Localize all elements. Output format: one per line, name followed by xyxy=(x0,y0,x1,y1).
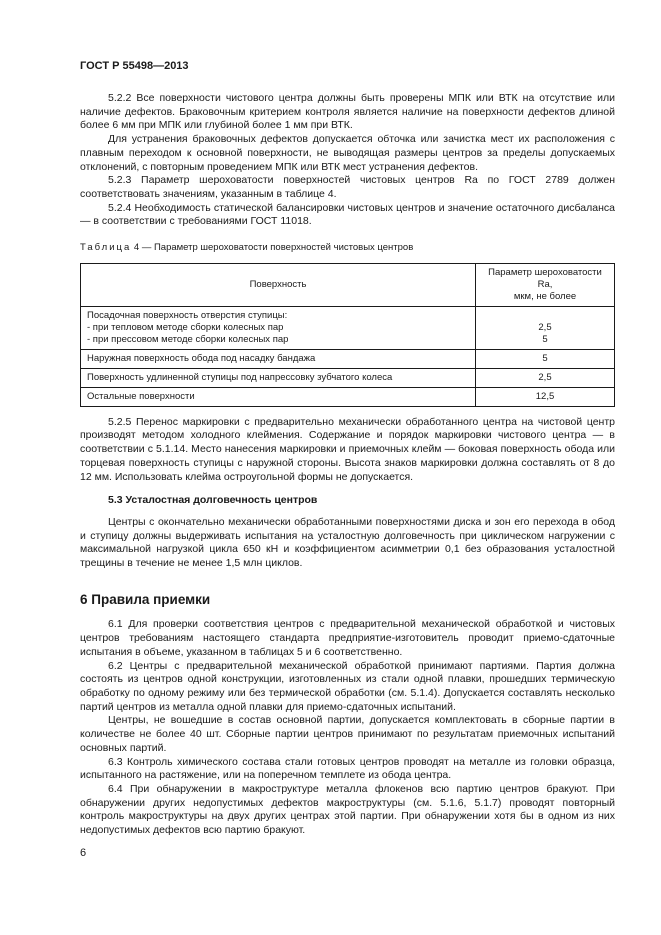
table-row xyxy=(81,349,615,368)
cell-value: 2,5 xyxy=(476,368,615,387)
cell-value xyxy=(476,306,615,349)
cell-surface: Поверхность удлиненной ступицы под напрессовку зубчатого колеса xyxy=(81,368,476,387)
paragraph-6-3: 6.3 Контроль химического состава стали готовых центров проводят на металле из головки образца, испытанного на растяжение, или на поперечном темплете из обода центра. xyxy=(80,755,615,782)
paragraph-5-2-5: 5.2.5 Перенос маркировки с предварительно механически обработанного центра на чистовой центр производят методом холодного клеймения. Содержание и порядок маркировки чистового центра — в соответствии с 5.1.14. Место нанесения маркировки и приемочных клейм — боковая поверхность обода или торцевая поверхность ступицы с наружной стороны. Высота знаков маркировки должна составлять от 8 до 12 мм. Использовать клейма остроугольной формы не допускается. xyxy=(80,415,615,483)
cell-surface: Остальные поверхности xyxy=(81,387,476,406)
page-header: ГОСТ Р 55498—2013 xyxy=(80,60,189,72)
cell-surface: Наружная поверхность обода под насадку бандажа xyxy=(81,349,476,368)
subsection-title: 5.3 Усталостная долговечность центров xyxy=(108,494,318,507)
cell-text: 5 xyxy=(542,333,548,345)
cell-text: - при прессовом методе сборки колесных пар xyxy=(87,333,289,345)
paragraph-defect-removal: Для устранения браковочных дефектов допускается обточка или зачистка мест их расположения с плавным переходом к основной поверхности, не выводящая размеры центров за пределы допускаемых отклонений, с повторным проведением МПК или ВТК мест устранения дефектов. xyxy=(80,133,615,173)
paragraph-6-2: 6.2 Центры с предварительной механической обработкой принимают партиями. Партия должна состоять из центров одной конструкции, изготовленных из стали одной плавки, прошедших термическую обработку по одному режиму или без термической обработки (см. 5.1.4). Допускается составлять несколько партий центров из металла одной плавки для приемо-сдаточных испытаний. xyxy=(80,659,615,713)
table-row xyxy=(81,306,615,349)
paragraph-5-2-2: 5.2.2 Все поверхности чистового центра должны быть проверены МПК или ВТК на отсутствие или наличие дефектов. Браковочным критерием контроля является наличие на поверхности дефектов длиной более 6 мм при МПК или глубиной более 1 мм при ВТК. xyxy=(80,92,615,132)
paragraph-fatigue: Центры с окончательно механически обработанными поверхностями диска и зон его перехода в обод и ступицу должны выдерживать испытания на усталостную долговечность при циклическом нагружении с максимальной нагрузкой цикла 650 кН и коэффициентом асимметрии 0,1 без образования усталостной трещины в течение не менее 1,5 млн циклов. xyxy=(80,515,615,570)
paragraph-6-1: 6.1 Для проверки соответствия центров с предварительной механической обработкой и чистовых центров требованиям настоящего стандарта предприятие-изготовитель проводит приемо-сдаточные испытания в объеме, указанном в таблицах 5 и 6 соответственно. xyxy=(80,618,615,658)
table-caption xyxy=(80,241,615,255)
cell-value: 12,5 xyxy=(476,387,615,406)
cell-text: - при тепловом методе сборки колесных пар xyxy=(87,321,284,333)
cell-surface xyxy=(81,306,476,349)
page-number: 6 xyxy=(80,847,87,859)
cell-text: Посадочная поверхность отверстия ступицы: xyxy=(87,309,288,321)
table-row xyxy=(81,368,615,387)
cell-text xyxy=(482,310,608,322)
table-caption-prefix: Таблица xyxy=(80,242,132,254)
header-param-line1: Параметр шероховатости Ra, xyxy=(488,266,602,290)
paragraph-6-4: 6.4 При обнаружении в макроструктуре металла флокенов всю партию центров бракуют. При обнаружении других недопустимых дефектов макроструктуры (см. 5.1.6, 5.1.7) проводят повторный контроль макроструктуры на двух других центрах этой партии. При обнаружении хотя бы в одном из них недопустимых дефектов всю партию бракуют. xyxy=(80,782,615,837)
header-param-line2: мкм, не более xyxy=(513,290,577,302)
table-header-row xyxy=(81,263,615,306)
paragraph-assembled-batches: Центры, не вошедшие в состав основной партии, допускается комплектовать в сборные партии в количестве не более 40 шт. Сборные партии центров принимают по результатам приемочных испытаний основных партий. xyxy=(80,714,615,754)
section-title: 6 Правила приемки xyxy=(80,591,211,607)
paragraph-5-2-4: 5.2.4 Необходимость статической балансировки чистовых центров и значение остаточного дисбаланса — в соответствии с требованиями ГОСТ 11018. xyxy=(80,201,615,228)
paragraph-5-2-3: 5.2.3 Параметр шероховатости поверхностей чистовых центров Ra по ГОСТ 2789 должен соответствовать значениям, указанным в таблице 4. xyxy=(80,174,615,200)
header-param xyxy=(476,263,615,306)
header-surface: Поверхность xyxy=(81,263,476,306)
cell-value: 5 xyxy=(476,349,615,368)
roughness-table xyxy=(80,263,615,407)
cell-text: 2,5 xyxy=(538,321,552,333)
table-caption-text: 4 — Параметр шероховатости поверхностей чистовых центров xyxy=(133,242,414,254)
page-content xyxy=(80,92,615,838)
table-row xyxy=(81,387,615,406)
